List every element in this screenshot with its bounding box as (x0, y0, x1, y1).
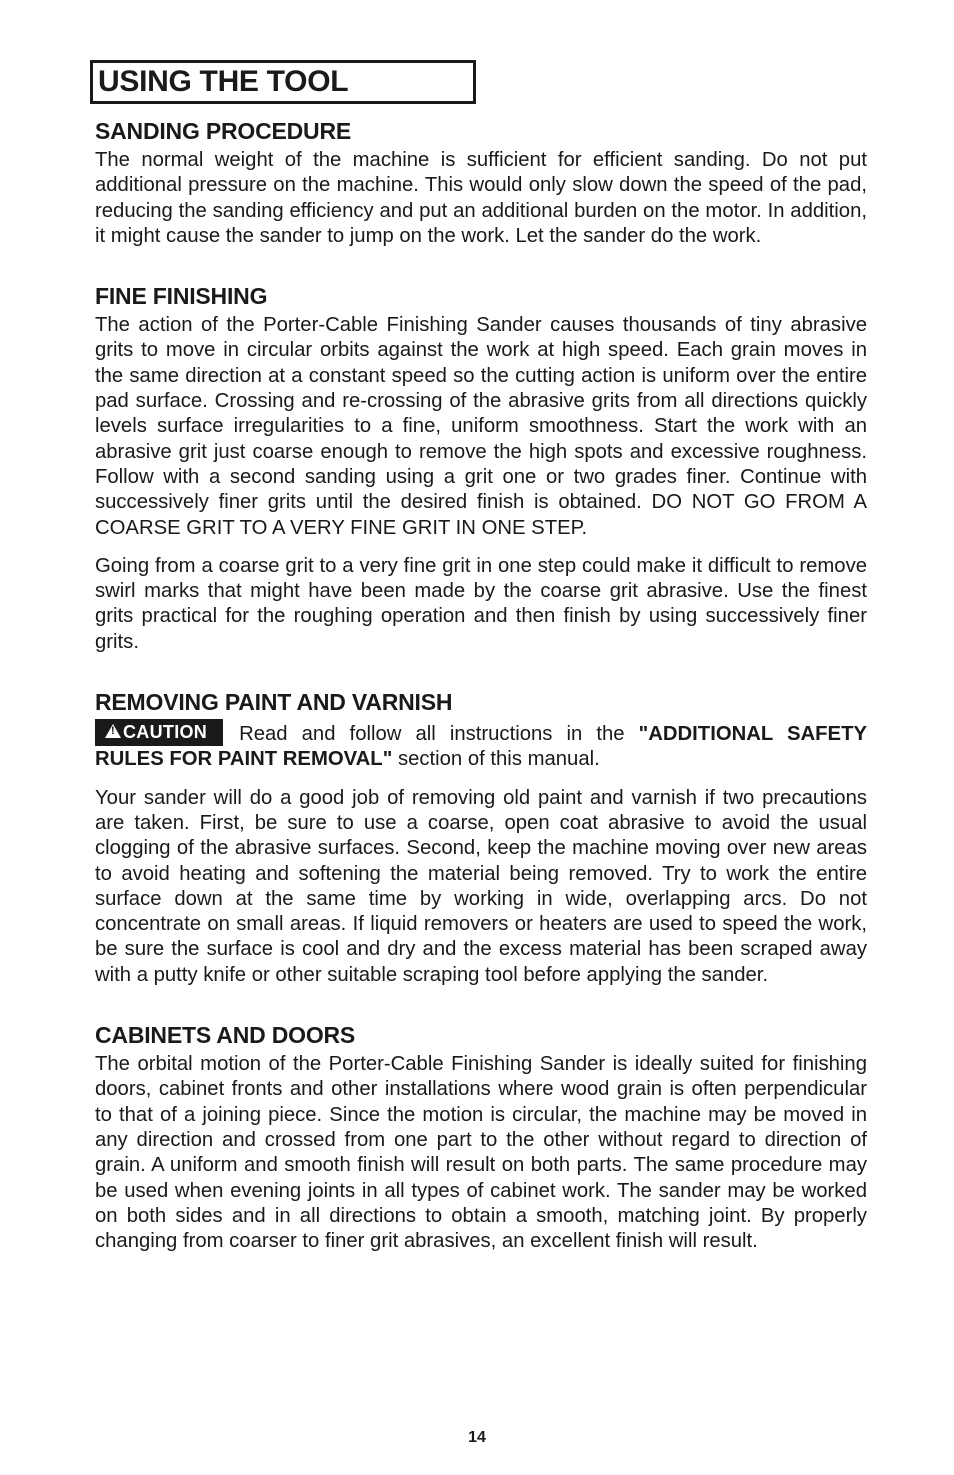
page-title: USING THE TOOL (98, 65, 349, 98)
section-heading: FINE FINISHING (95, 283, 268, 310)
paragraph: The normal weight of the machine is sufficient for efficient sanding. Do not put additional pressure on the machine. This would only slow down the speed of the pad, reducing the sanding efficiency and put an additional burden on the motor. In addition, it might cause the sander to jump on the work. Let the sander do the work. (95, 149, 867, 247)
caution-tail: section of this manual. (397, 748, 600, 771)
section-spacer (95, 655, 867, 688)
section-sanding-procedure (95, 117, 867, 249)
paragraph: Your sander will do a good job of removing old paint and varnish if two precautions are taken. First, be sure to use a coarse, open coat abrasive to avoid the usual clogging of the abrasive surfaces. Second, keep the machine moving over new areas to avoid heating and softening the material being removed. Try to work the entire surface down at the same time by working in wide, overlapping arcs. Do not concentrate on small areas. If liquid removers or heaters are used to speed the work, be sure the surface is cool and dry and the excess material has been scraped away with a putty knife or other suitable scraping tool before applying the sander. (95, 786, 867, 986)
warning-triangle-icon (105, 724, 121, 738)
caution-label: CAUTION (123, 722, 208, 743)
section-removing-paint (95, 688, 867, 988)
paragraph: The orbital motion of the Porter-Cable Finishing Sander is ideally suited for finishing doors, cabinet fronts and other installations where wood grain is often perpendicular to that of a joining piece. Since the motion is circular, the machine may be moved in any direction and crossed from one part to the other without regard to direction of grain. A uniform and smooth finish will result on both parts. The same procedure may be used when evening joints in all types of cabinet work. The sander may be worked on both sides and in all directions to obtain a smooth, matching joint. By properly changing from coarser to finer grit abrasives, an excellent finish will result. (95, 1053, 867, 1253)
section-heading: REMOVING PAINT AND VARNISH (95, 689, 453, 716)
page-number: 14 (468, 1429, 486, 1446)
section-heading: SANDING PROCEDURE (95, 118, 352, 144)
page-content (95, 117, 867, 1254)
caution-badge (95, 719, 223, 746)
section-fine-finishing (95, 282, 867, 655)
caution-notice (95, 719, 867, 773)
paragraph: Going from a coarse grit to a very fine grit in one step could make it difficult to remove swirl marks that might have been made by the coarse grit abrasive. Use the finest grits practical for the roughing operation and then finish by using successively finer grits. (95, 554, 867, 653)
safety-rules-reference: "ADDITIONAL SAFETY RULES FOR PAINT REMOVAL" (95, 723, 867, 771)
section-heading: CABINETS AND DOORS (95, 1022, 356, 1049)
caution-text: Read and follow all instructions in the (239, 723, 625, 746)
section-spacer (95, 988, 867, 1021)
paragraph: The action of the Porter-Cable Finishing Sander causes thousands of tiny abrasive grits to move in circular orbits against the work at high speed. Each grain moves in the same direction at a constant speed so the cutting action is uniform over the entire pad surface. Crossing and re-crossing of the abrasive grits from all directions quickly levels surface irregularities to a fine, uniform smoothness. Start the work with an abrasive grit just coarse enough to remove the high spots and excessive roughness. Follow with a second sanding using a grit one or two grades finer. Continue with successively finer grits until the desired finish is obtained. DO NOT GO FROM A COARSE GRIT TO A VERY FINE GRIT IN ONE STEP. (95, 314, 867, 539)
page-title-box (90, 60, 476, 104)
section-spacer (95, 249, 867, 282)
section-cabinets-doors (95, 1021, 867, 1254)
